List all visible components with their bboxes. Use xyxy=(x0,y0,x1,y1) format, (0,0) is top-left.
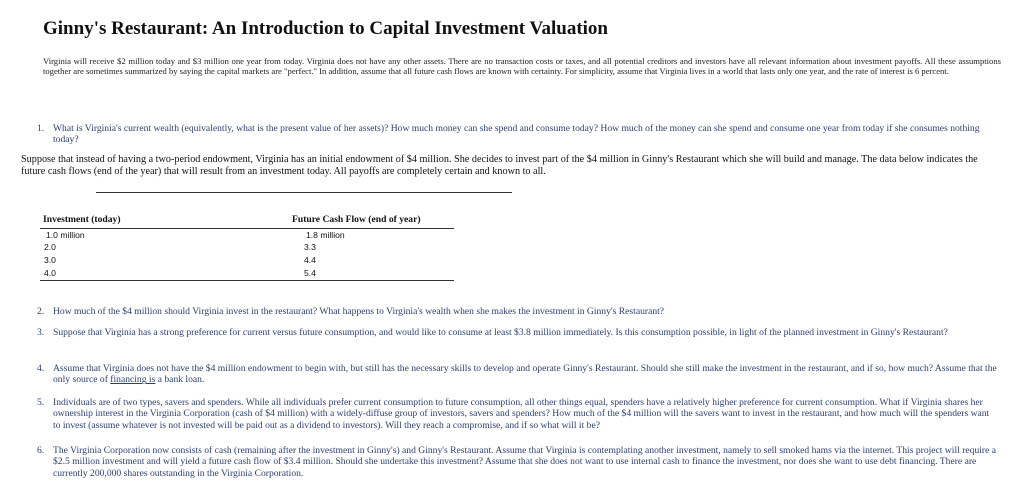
table-header-cash-flow: Future Cash Flow (end of year) xyxy=(292,214,421,225)
question-text: Suppose that Virginia has a strong preference for current versus future consumption, and would like to consume at least $3.8 million immediately. Is this consumption possible, in light of the planned investment in Ginny's Restaurant? xyxy=(53,327,948,338)
question-number: 3. xyxy=(37,327,45,338)
question-4 xyxy=(37,363,997,387)
question-number: 1. xyxy=(37,123,45,134)
question-1 xyxy=(37,123,997,147)
table-cell-cash-flow: 5.4 xyxy=(304,268,316,278)
table-cell-investment: 1.0 million xyxy=(46,230,85,240)
divider-line xyxy=(96,192,512,193)
document-title: Ginny's Restaurant: An Introduction to Capital Investment Valuation xyxy=(43,18,608,39)
question-text: Individuals are of two types, savers and spenders. While all individuals prefer current consumption to future consumption, all other things equal, spenders have a relatively higher preference for current consumption. What if Virginia shares her ownership interest in the Virginia Corporation (cash of $4 million) with a widely-diffuse group of investors, savers and spenders? How much of the $4 million will the savers want to invest in the restaurant, and how much will the spenders want to invest (assume whatever is not invested will be paid out as a dividend to investors). Will they reach a compromise, and if so what will it be? xyxy=(53,397,990,431)
question-text-part: a bank loan. xyxy=(155,374,205,386)
question-number: 2. xyxy=(37,306,45,317)
table-cell-cash-flow: 1.8 million xyxy=(306,230,345,240)
question-text: How much of the $4 million should Virginia invest in the restaurant? What happens to Virginia's wealth when she makes the investment in Ginny's Restaurant? xyxy=(53,306,665,317)
setup-paragraph: Suppose that instead of having a two-period endowment, Virginia has an initial endowment of $4 million. She decides to invest part of the $4 million in Ginny's Restaurant which she will build and manage. The data below indicates the future cash flows (end of the year) that will result from an investment today. All payoffs are completely certain and known to all. xyxy=(21,154,978,177)
question-5 xyxy=(37,397,997,433)
question-text: What is Virginia's current wealth (equivalently, what is the present value of her assets)? How much money can she spend and consume today? How much of the money can she spend and consume one year from today if she consumes nothing today? xyxy=(53,123,980,146)
question-6 xyxy=(37,445,997,481)
question-text: The Virginia Corporation now consists of cash (remaining after the investment in Ginny's) and Ginny's Restaurant. Assume that Virginia is contemplating another investment, namely to sell smoked hams via the internet. This project will require a $2.5 million investment and will yield a future cash flow of $3.4 million. Should she undertake this investment? Assume that she does not want to use internal cash to finance the investment, nor does she want to use debt financing. There are currently 200,000 shares outstanding in the Virginia Corporation. xyxy=(53,445,997,479)
investment-table xyxy=(40,214,454,282)
financing-link[interactable]: financing is xyxy=(110,374,156,386)
question-number: 5. xyxy=(37,397,45,408)
table-bottom-rule xyxy=(40,280,454,281)
question-3 xyxy=(37,327,997,351)
intro-paragraph: Virginia will receive $2 million today and $3 million one year from today. Virginia does not have any other assets. There are no transaction costs or taxes, and all potential creditors and investors have all relevant information about investment payoffs. All these assumptions together are sometimes summarized by saying the capital markets are "perfect." In addition, assume that all future cash flows are known with certainty. For simplicity, assume that Virginia lives in a world that lasts only one year, and the rate of interest is 6 percent. xyxy=(43,56,1001,77)
table-cell-cash-flow: 4.4 xyxy=(304,255,316,265)
table-header-rule xyxy=(40,228,454,229)
question-number: 6. xyxy=(37,445,45,456)
table-cell-investment: 3.0 xyxy=(44,255,56,265)
table-cell-cash-flow: 3.3 xyxy=(304,242,316,252)
question-text xyxy=(53,363,997,386)
question-2 xyxy=(37,306,997,318)
question-text-part: Assume that Virginia does not have the $4 million endowment to begin with, but still has the necessary skills to develop and operate Ginny's Restaurant. Should she still make the investment in the restaurant, and if so, how much? Assume that the only source of xyxy=(53,363,997,386)
table-cell-investment: 2.0 xyxy=(44,242,56,252)
table-cell-investment: 4.0 xyxy=(44,268,56,278)
table-header-investment: Investment (today) xyxy=(43,214,121,225)
question-number: 4. xyxy=(37,363,45,374)
